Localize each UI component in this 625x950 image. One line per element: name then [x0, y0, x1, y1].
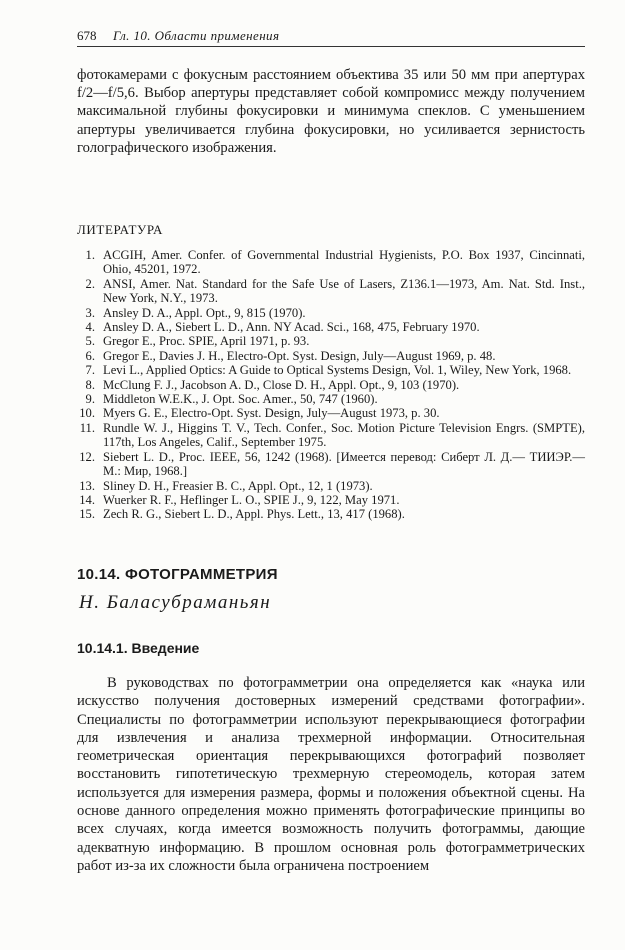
section-heading: 10.14. ФОТОГРАММЕТРИЯ — [77, 566, 278, 583]
reference-list — [77, 248, 585, 522]
reference-number: 15. — [79, 507, 95, 522]
reference-item — [77, 421, 585, 450]
reference-text: Wuerker R. F., Heflinger L. O., SPIE J., 9, 122, May 1971. — [103, 492, 400, 507]
reference-number: 5. — [85, 334, 95, 349]
reference-item — [77, 450, 585, 479]
reference-item — [77, 406, 585, 420]
continuation-paragraph: фотокамерами с фокусным расстоянием объектива 35 или 50 мм при апертурах f/2—f/5,6. Выбор апертуры представляет собой компромисс между получением максимальной глубины фокусировки и минимума спеклов. С уменьшением апертуры увеличивается глубина фокусировки, но усиливается зернистость голографического изображения. — [77, 67, 585, 156]
reference-number: 14. — [79, 492, 95, 507]
reference-item — [77, 334, 585, 348]
reference-number: 2. — [85, 276, 95, 291]
reference-text: Levi L., Applied Optics: A Guide to Optical Systems Design, Vol. 1, Wiley, New York, 1968. — [103, 363, 572, 378]
reference-number: 13. — [79, 478, 95, 493]
reference-text: Middleton W.E.K., J. Opt. Soc. Amer., 50, 747 (1960). — [103, 392, 378, 407]
reference-text: Myers G. E., Electro-Opt. Syst. Design, July—August 1973, p. 30. — [103, 406, 440, 421]
reference-item — [77, 248, 585, 277]
page-number: 678 — [77, 28, 97, 43]
author-name: Н. Баласубраманьян — [79, 592, 272, 613]
reference-item — [77, 507, 585, 521]
reference-item — [77, 277, 585, 306]
reference-text: Siebert L. D., Proc. IEEE, 56, 1242 (1968). [Имеется перевод: Сиберт Л. Д.— ТИИЭР.— М.: Мир, 1968.] — [103, 449, 585, 479]
reference-number: 4. — [85, 320, 95, 335]
reference-text: Gregor E., Proc. SPIE, April 1971, p. 93. — [103, 334, 310, 349]
reference-number: 6. — [85, 348, 95, 363]
reference-number: 12. — [79, 449, 95, 464]
subsection-heading: 10.14.1. Введение — [77, 640, 200, 656]
reference-text: Ansley D. A., Siebert L. D., Ann. NY Acad. Sci., 168, 475, February 1970. — [103, 320, 480, 335]
reference-item — [77, 363, 585, 377]
reference-number: 8. — [85, 377, 95, 392]
reference-text: ANSI, Amer. Nat. Standard for the Safe Use of Lasers, Z136.1—1973, Am. Nat. Std. Inst., New York, N.Y., 1973. — [103, 276, 585, 306]
reference-number: 7. — [85, 363, 95, 378]
reference-text: Zech R. G., Siebert L. D., Appl. Phys. Lett., 13, 417 (1968). — [103, 507, 405, 522]
reference-item — [77, 378, 585, 392]
reference-text: Sliney D. H., Freasier B. C., Appl. Opt., 12, 1 (1973). — [103, 478, 373, 493]
reference-text: ACGIH, Amer. Confer. of Governmental Industrial Hygienists, P.O. Box 1937, Cincinnati, Ohio, 45201, 1972. — [103, 248, 585, 277]
reference-number: 10. — [79, 406, 95, 421]
running-title: Гл. 10. Области применения — [113, 28, 280, 43]
literature-heading: ЛИТЕРАТУРА — [77, 222, 163, 237]
reference-number: 1. — [85, 248, 95, 262]
reference-number: 3. — [85, 305, 95, 320]
reference-text: Ansley D. A., Appl. Opt., 9, 815 (1970). — [103, 305, 306, 320]
reference-text: McClung F. J., Jacobson A. D., Close D. H., Appl. Opt., 9, 103 (1970). — [103, 377, 460, 392]
reference-item — [77, 493, 585, 507]
reference-item — [77, 320, 585, 334]
running-header — [77, 28, 585, 47]
intro-paragraph: В руководствах по фотограмметрии она определяется как «наука или искусство получения достоверных измерений средствами фотографии». Специалисты по фотограмметрии используют перекрывающиеся фотографии для извлечения и анализа трехмерной информации. Относительная геометрическая ориентация перекрывающихся фотографий позволяет восстановить гипотетическую трехмерную стереомодель, которая затем используется для измерения размера, формы и положения объектной сцены. На основе данного определения можно применять фотографические принципы во всех случаях, когда имеется возможность получить фотограммы, дающие адекватную информацию. В прошлом основная роль фотограмметрических работ из-за их сложности была ограничена построением — [77, 675, 585, 874]
reference-number: 9. — [85, 392, 95, 407]
reference-item — [77, 306, 585, 320]
reference-text: Rundle W. J., Higgins T. V., Tech. Confer., Soc. Motion Picture Television Engrs. (SMPTE), 117th, Los Angeles, Calif., September 1975. — [103, 420, 585, 450]
reference-item — [77, 392, 585, 406]
reference-text: Gregor E., Davies J. H., Electro-Opt. Syst. Design, July—August 1969, p. 48. — [103, 348, 496, 363]
reference-number: 11. — [79, 420, 95, 435]
reference-item — [77, 479, 585, 493]
reference-item — [77, 349, 585, 363]
